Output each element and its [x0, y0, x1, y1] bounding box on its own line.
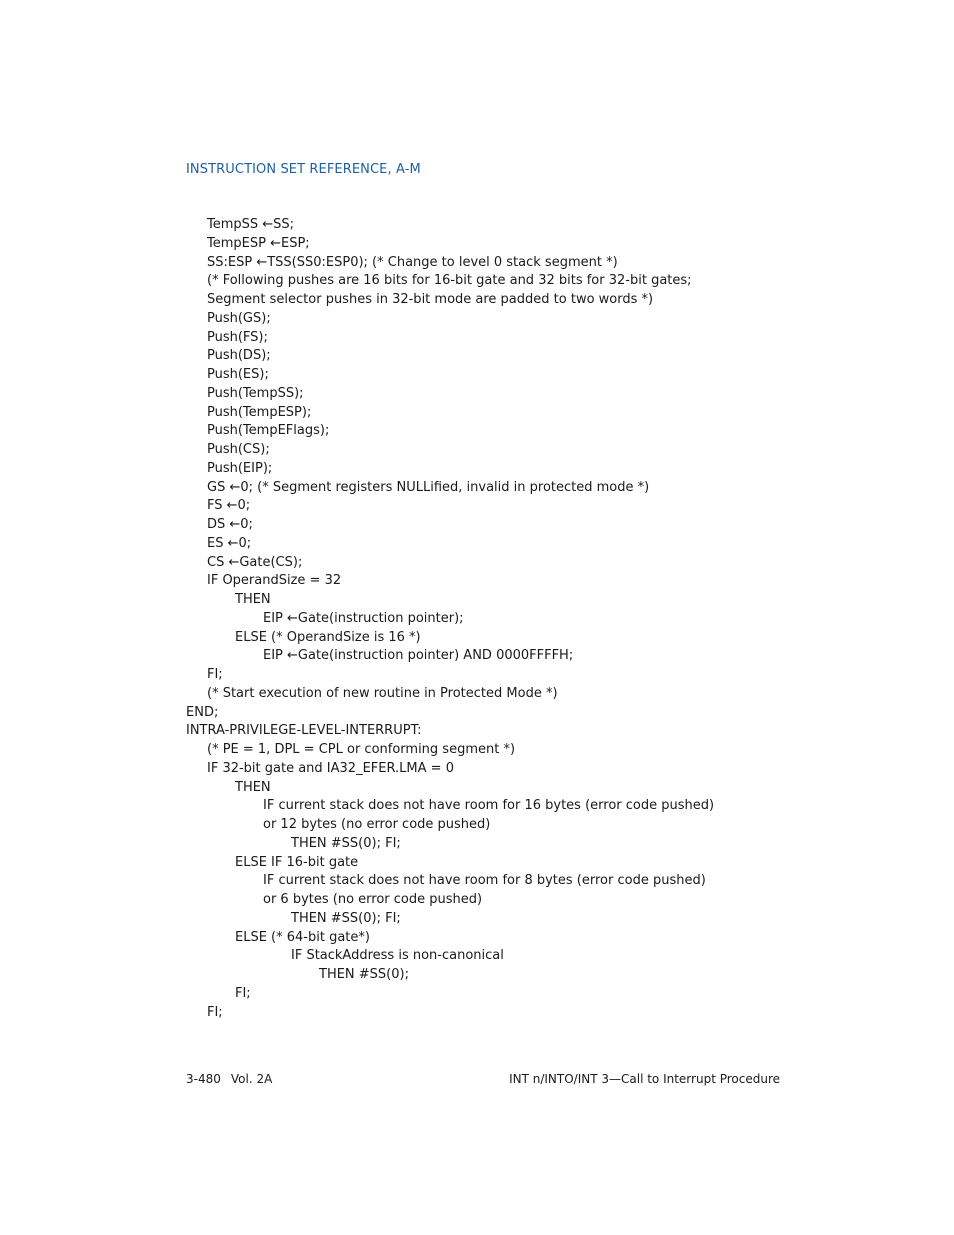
pseudocode-block [186, 216, 826, 1022]
code-line: THEN #SS(0); FI; [291, 910, 401, 926]
code-line: IF 32-bit gate and IA32_EFER.LMA = 0 [207, 760, 454, 776]
code-line: IF OperandSize = 32 [207, 573, 342, 589]
code-line: Push(FS); [207, 329, 268, 345]
code-line: Push(TempESP); [207, 404, 312, 420]
running-header: INSTRUCTION SET REFERENCE, A-M [186, 162, 421, 177]
code-line: SS:ESP ←TSS(SS0:ESP0); (* Change to level 0 stack segment *) [207, 254, 618, 270]
code-line: Push(CS); [207, 442, 270, 457]
code-line: CS ←Gate(CS); [207, 554, 303, 570]
code-line: Push(DS); [207, 348, 271, 364]
code-line: ELSE (* 64-bit gate*) [235, 929, 370, 945]
code-line: EIP ←Gate(instruction pointer); [263, 610, 464, 626]
code-line: or 12 bytes (no error code pushed) [263, 817, 491, 832]
code-line: TempESP ←ESP; [207, 235, 310, 251]
code-line: or 6 bytes (no error code pushed) [263, 892, 483, 907]
code-line: IF current stack does not have room for 16 bytes (error code pushed) [263, 798, 715, 814]
code-line: THEN [235, 592, 271, 607]
code-line: IF current stack does not have room for 8 bytes (error code pushed) [263, 873, 706, 889]
code-line: FI; [207, 667, 223, 682]
code-line: (* Start execution of new routine in Protected Mode *) [207, 685, 558, 701]
code-line: ELSE IF 16-bit gate [235, 854, 359, 870]
footer-section-title: INT n/INTO/INT 3—Call to Interrupt Procedure [509, 1072, 780, 1086]
code-line: Push(EIP); [207, 460, 273, 476]
footer-page-info [186, 1072, 282, 1086]
footer-volume: Vol. 2A [230, 1072, 273, 1086]
code-line: FI; [207, 1004, 223, 1020]
footer-page-number: 3-480 [186, 1072, 221, 1086]
code-line: EIP ←Gate(instruction pointer) AND 0000FFFFH; [263, 648, 574, 664]
code-line: INTRA-PRIVILEGE-LEVEL-INTERRUPT: [186, 723, 422, 739]
code-line: IF StackAddress is non-canonical [291, 948, 504, 964]
code-line: FI; [235, 985, 251, 1001]
code-line: (* PE = 1, DPL = CPL or conforming segment *) [207, 742, 516, 757]
code-line: END; [186, 704, 219, 720]
code-line: Push(TempSS); [207, 385, 304, 401]
code-line: ES ←0; [207, 535, 252, 551]
code-line: (* Following pushes are 16 bits for 16-bit gate and 32 bits for 32-bit gates; [207, 273, 692, 289]
code-line: FS ←0; [207, 498, 251, 514]
code-line: Push(GS); [207, 310, 271, 326]
code-line: TempSS ←SS; [207, 217, 295, 232]
code-line: Push(ES); [207, 367, 269, 382]
code-line: THEN #SS(0); [319, 967, 409, 982]
code-line: THEN [235, 779, 271, 795]
code-line: Segment selector pushes in 32-bit mode are padded to two words *) [207, 292, 654, 307]
code-line: THEN #SS(0); FI; [291, 835, 401, 851]
code-line: DS ←0; [207, 517, 253, 532]
code-line: GS ←0; (* Segment registers NULLified, invalid in protected mode *) [207, 479, 650, 495]
code-line: Push(TempEFlags); [207, 423, 330, 439]
code-line: ELSE (* OperandSize is 16 *) [235, 629, 421, 645]
